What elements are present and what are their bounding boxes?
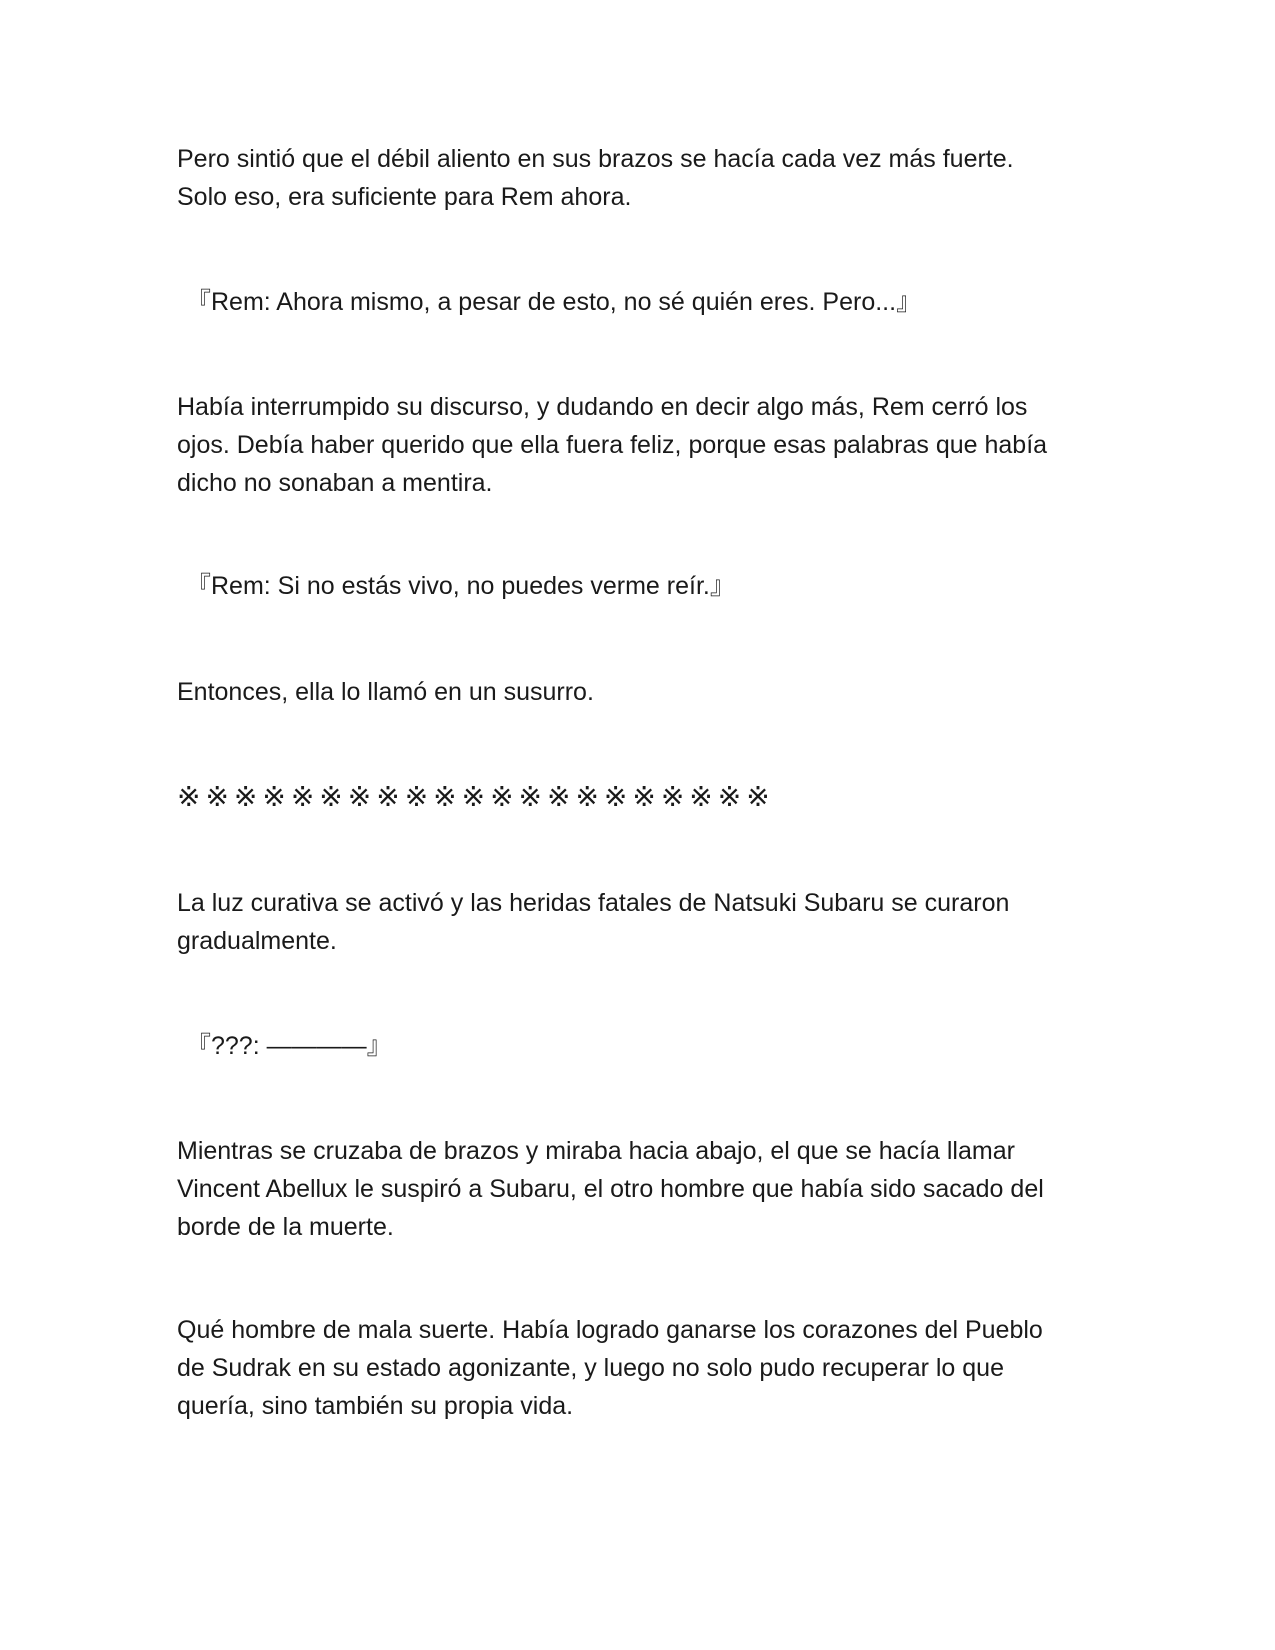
paragraph-1 [177, 140, 1117, 216]
text-line: quería, sino también su propia vida. [177, 1392, 574, 1420]
text-line: ojos. Debía haber querido que ella fuera feliz, porque esas palabras que había [177, 431, 1048, 459]
text-line: Mientras se cruzaba de brazos y miraba hacia abajo, el que se hacía llamar [177, 1137, 1015, 1165]
scene-separator [177, 778, 1117, 816]
text-line: borde de la muerte. [177, 1213, 394, 1241]
paragraph-4 [177, 884, 1117, 960]
paragraph-6 [177, 1311, 1117, 1425]
text-line: Vincent Abellux le suspiró a Subaru, el otro hombre que había sido sacado del [177, 1175, 1044, 1203]
text-line: 『???: ————』 [186, 1032, 392, 1060]
text-line: La luz curativa se activó y las heridas fatales de Natsuki Subaru se curaron [177, 889, 1010, 917]
text-line: gradualmente. [177, 927, 337, 955]
text-line: dicho no sonaban a mentira. [177, 469, 493, 497]
paragraph-2 [177, 388, 1117, 502]
separator-marks: ※※※※※※※※※※※※※※※※※※※※※ [177, 780, 775, 813]
text-line: Había interrumpido su discurso, y dudando en decir algo más, Rem cerró los [177, 393, 1028, 421]
paragraph-5 [177, 1132, 1117, 1246]
text-line: Solo eso, era suficiente para Rem ahora. [177, 183, 632, 211]
paragraph-3 [177, 673, 1117, 711]
text-line: 『Rem: Si no estás vivo, no puedes verme reír.』 [186, 572, 735, 600]
dialogue-rem-2 [186, 567, 1126, 605]
text-line: Entonces, ella lo llamó en un susurro. [177, 678, 594, 706]
dialogue-unknown [186, 1027, 1126, 1065]
text-line: Qué hombre de mala suerte. Había logrado ganarse los corazones del Pueblo [177, 1316, 1043, 1344]
dialogue-rem-1 [186, 283, 1126, 321]
text-line: de Sudrak en su estado agonizante, y luego no solo pudo recuperar lo que [177, 1354, 1004, 1382]
text-line: Pero sintió que el débil aliento en sus brazos se hacía cada vez más fuerte. [177, 145, 1014, 173]
text-line: 『Rem: Ahora mismo, a pesar de esto, no sé quién eres. Pero...』 [186, 288, 922, 316]
